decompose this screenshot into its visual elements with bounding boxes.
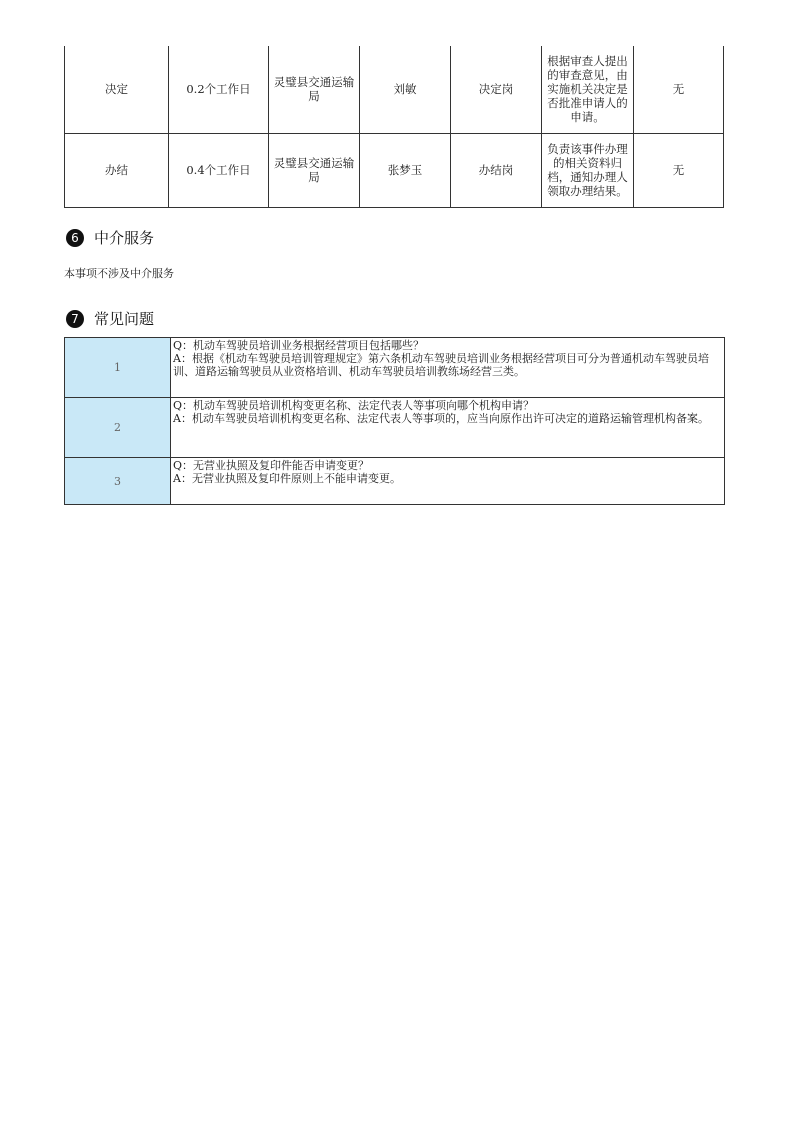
department-cell: 灵璧县交通运输局 [269, 46, 360, 133]
section-heading: 中介服务 [94, 229, 155, 247]
department-cell: 灵璧县交通运输局 [269, 133, 360, 207]
fee-cell: 无 [634, 133, 724, 207]
faq-content [171, 338, 725, 398]
intermediary-note: 本事项不涉及中介服务 [64, 267, 174, 280]
table-row [65, 133, 724, 207]
section-7-title [66, 308, 154, 329]
person-cell: 刘敏 [360, 46, 451, 133]
table-row [65, 458, 725, 505]
section-heading: 常见问题 [94, 310, 155, 328]
faq-number: 2 [65, 398, 171, 458]
description-cell: 负责该事件办理的相关资料归档，通知办理人领取办理结果。 [542, 133, 634, 207]
position-cell: 决定岗 [451, 46, 542, 133]
faq-question: Q：机动车驾驶员培训机构变更名称、法定代表人等事项向哪个机构申请？ [173, 399, 535, 412]
table-row [65, 46, 724, 133]
table-row [65, 338, 725, 398]
faq-table [64, 337, 725, 505]
step-cell: 决定 [65, 46, 169, 133]
faq-number: 1 [65, 338, 171, 398]
step-cell: 办结 [65, 133, 169, 207]
faq-answer: A：根据《机动车驾驶员培训管理规定》第六条机动车驾驶员培训业务根据经营项目可分为普通机动车驾驶员培训、道路运输驾驶员从业资格培训、机动车驾驶员培训教练场经营三类。 [173, 352, 709, 378]
faq-question: Q：无营业执照及复印件能否申请变更？ [173, 459, 370, 472]
description-cell: 根据审查人提出的审查意见，由实施机关决定是否批准申请人的申请。 [542, 46, 634, 133]
section-number-badge: 7 [66, 310, 84, 328]
fee-cell: 无 [634, 46, 724, 133]
duration-cell: 0.4个工作日 [169, 133, 269, 207]
faq-answer: A：机动车驾驶员培训机构变更名称、法定代表人等事项的，应当向原作出许可决定的道路运输管理机构备案。 [173, 412, 709, 425]
faq-number: 3 [65, 458, 171, 505]
faq-answer: A：无营业执照及复印件原则上不能申请变更。 [173, 472, 401, 485]
person-cell: 张梦玉 [360, 133, 451, 207]
table-row [65, 398, 725, 458]
section-6-title [66, 227, 154, 248]
duration-cell: 0.2个工作日 [169, 46, 269, 133]
position-cell: 办结岗 [451, 133, 542, 207]
faq-question: Q：机动车驾驶员培训业务根据经营项目包括哪些？ [173, 339, 425, 352]
faq-content [171, 458, 725, 505]
faq-content [171, 398, 725, 458]
process-table [64, 46, 724, 208]
section-number-badge: 6 [66, 229, 84, 247]
